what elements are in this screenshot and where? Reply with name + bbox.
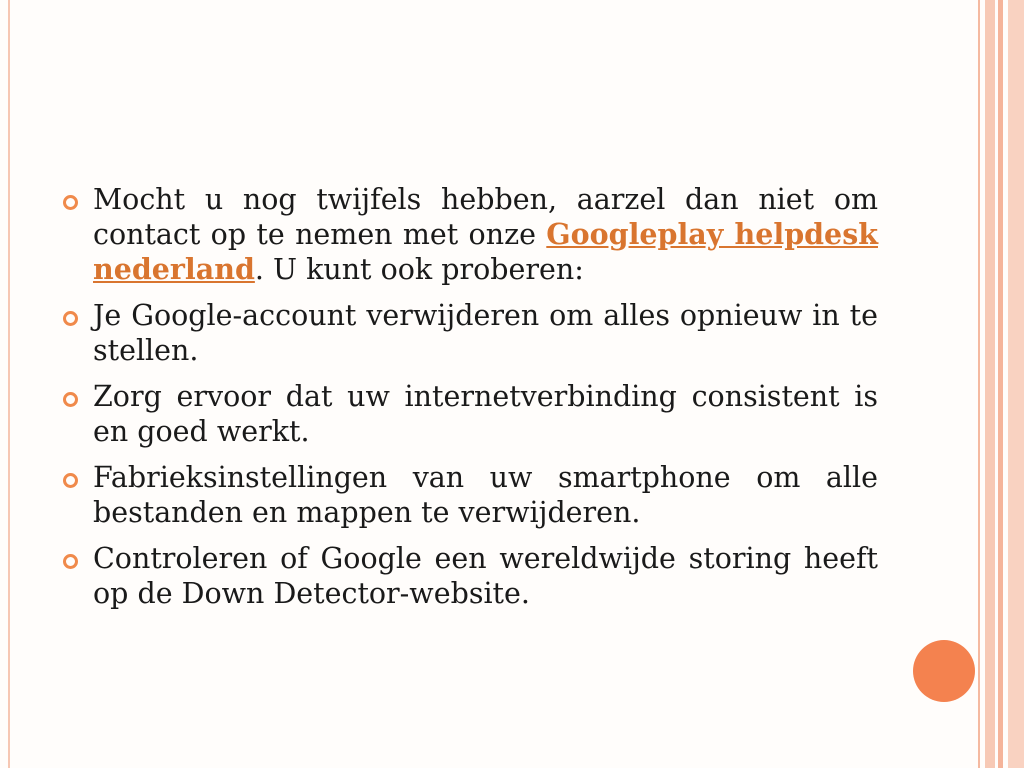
right-border-stripe (985, 0, 995, 768)
bullet-item (63, 541, 878, 611)
bullet-text: Zorg ervoor dat uw internetverbinding consistent is en goed werkt. (93, 380, 878, 448)
left-border-line (8, 0, 10, 768)
right-border-stripe (978, 0, 980, 768)
ring-bullet-icon (63, 311, 78, 326)
bullet-text: Controleren of Google een wereldwijde storing heeft op de Down Detector-website. (93, 542, 878, 610)
ring-bullet-icon (63, 554, 78, 569)
bullet-text: Je Google-account verwijderen om alles opnieuw in te stellen. (93, 299, 878, 367)
bullet-item (63, 298, 878, 368)
bullet-text: Mocht u nog twijfels hebben, aarzel dan niet om contact op te nemen met onze (93, 183, 878, 251)
bullet-text: Fabrieksinstellingen van uw smartphone om alle bestanden en mappen te verwijderen. (93, 461, 878, 529)
helpdesk-link[interactable]: Googleplay helpdesk nederland (93, 217, 878, 286)
orange-circle-icon (913, 640, 975, 702)
bullet-text: . U kunt ook proberen: (254, 253, 584, 286)
ring-bullet-icon (63, 392, 78, 407)
bullet-item (63, 182, 878, 287)
bullet-item (63, 460, 878, 530)
right-border-stripe (1008, 0, 1024, 768)
ring-bullet-icon (63, 195, 78, 210)
right-border-stripe (998, 0, 1003, 768)
bullet-item (63, 379, 878, 449)
ring-bullet-icon (63, 473, 78, 488)
bullet-list (63, 182, 878, 622)
